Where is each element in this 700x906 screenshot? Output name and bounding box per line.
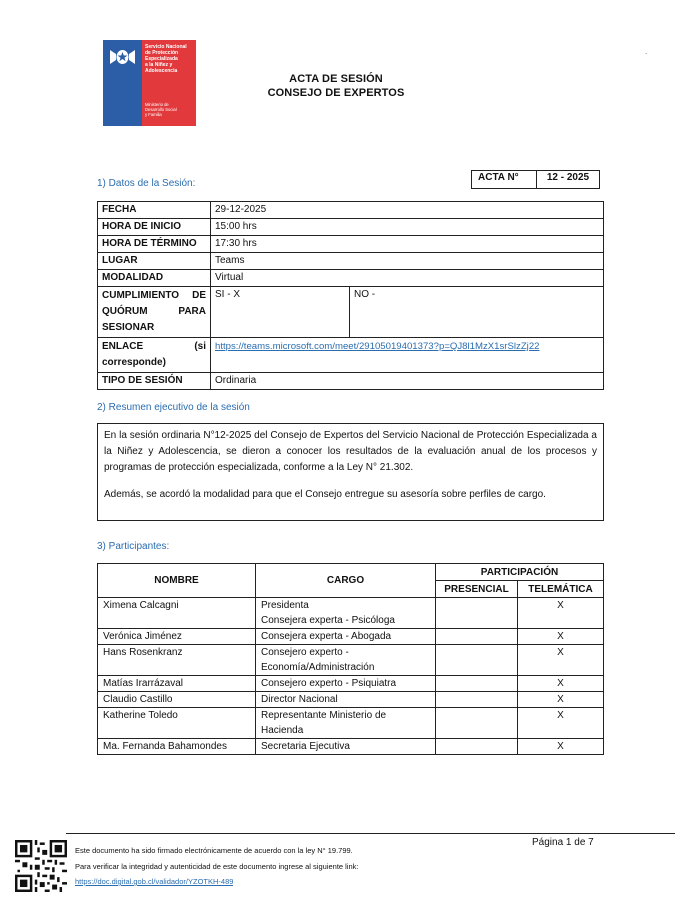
quorum-label-line: QUÓRUM PARA bbox=[102, 306, 206, 317]
inicio-label: HORA DE INICIO bbox=[98, 219, 211, 236]
role-line: Consejero experto - bbox=[261, 647, 349, 658]
page-number: Página 1 de 7 bbox=[532, 837, 594, 848]
table-row bbox=[98, 236, 604, 253]
telematica-mark: X bbox=[518, 739, 604, 755]
logo-org-line: Adolescencia bbox=[145, 68, 178, 74]
fecha-value: 29-12-2025 bbox=[211, 202, 604, 219]
session-data-table bbox=[97, 201, 604, 390]
header-nombre: NOMBRE bbox=[98, 564, 256, 598]
presencial-mark bbox=[436, 629, 518, 645]
logo-org-line: a la Niñez y bbox=[145, 62, 173, 68]
acta-value: 12 - 2025 bbox=[537, 171, 600, 189]
termino-value: 17:30 hrs bbox=[211, 236, 604, 253]
presencial-mark bbox=[436, 739, 518, 755]
role-line: Secretaria Ejecutiva bbox=[261, 741, 350, 752]
inicio-value: 15:00 hrs bbox=[211, 219, 604, 236]
title-line-2: CONSEJO DE EXPERTOS bbox=[267, 87, 405, 99]
lugar-label: LUGAR bbox=[98, 253, 211, 270]
tipo-value: Ordinaria bbox=[211, 373, 604, 390]
footer-divider bbox=[66, 833, 675, 834]
table-row bbox=[98, 202, 604, 219]
acta-label: ACTA N° bbox=[472, 171, 537, 189]
corner-mark: . bbox=[645, 47, 648, 56]
telematica-mark: X bbox=[518, 692, 604, 708]
role-line: Director Nacional bbox=[261, 694, 338, 705]
verification-link[interactable]: https://doc.digital.gob.cl/validador/YZOTKH-489 bbox=[75, 877, 234, 886]
table-row bbox=[98, 645, 604, 676]
telematica-mark: X bbox=[518, 629, 604, 645]
header-telematica: TELEMÁTICA bbox=[518, 581, 604, 598]
lugar-value: Teams bbox=[211, 253, 604, 270]
participants-table bbox=[97, 563, 604, 755]
participant-name: Ma. Fernanda Bahamondes bbox=[98, 739, 256, 755]
table-row bbox=[98, 629, 604, 645]
participant-role bbox=[256, 708, 436, 739]
modalidad-value: Virtual bbox=[211, 270, 604, 287]
logo-org-line: Servicio Nacional bbox=[145, 44, 187, 50]
participant-name: Katherine Toledo bbox=[98, 708, 256, 739]
quorum-no: NO - bbox=[350, 287, 604, 338]
modalidad-label: MODALIDAD bbox=[98, 270, 211, 287]
executive-summary-box bbox=[97, 423, 604, 521]
table-row bbox=[98, 708, 604, 739]
logo-org-line: de Protección bbox=[145, 50, 179, 56]
verification-notice: Para verificar la integridad y autenticidad de este documento ingrese al siguiente link: bbox=[75, 862, 359, 871]
role-line: Consejero experto - Psiquiatra bbox=[261, 678, 397, 689]
section-heading-participantes: 3) Participantes: bbox=[97, 541, 170, 552]
quorum-label-line: CUMPLIMIENTO DE bbox=[102, 290, 206, 301]
participant-role bbox=[256, 629, 436, 645]
logo-text-area bbox=[142, 40, 196, 126]
enlace-label bbox=[98, 338, 211, 373]
summary-paragraph: En la sesión ordinaria N°12-2025 del Consejo de Expertos del Servicio Nacional de Protección Especializada a la Niñez y Adolescencia, se dieron a conocer los resultados de la evaluación anual de los procesos y programas de protección especializada, conforme a la Ley N° 21.302. bbox=[104, 430, 597, 473]
presencial-mark bbox=[436, 692, 518, 708]
table-row bbox=[98, 287, 604, 338]
table-row bbox=[98, 253, 604, 270]
table-header-row bbox=[98, 564, 604, 581]
tipo-label: TIPO DE SESIÓN bbox=[98, 373, 211, 390]
fecha-label: FECHA bbox=[98, 202, 211, 219]
quorum-si: SI - X bbox=[211, 287, 350, 338]
telematica-mark: X bbox=[518, 676, 604, 692]
table-row bbox=[98, 598, 604, 629]
presencial-mark bbox=[436, 598, 518, 629]
logo-org-name bbox=[145, 44, 195, 74]
role-line: Presidenta bbox=[261, 600, 309, 611]
presencial-mark bbox=[436, 708, 518, 739]
participant-name: Verónica Jiménez bbox=[98, 629, 256, 645]
section-heading-resumen: 2) Resumen ejecutivo de la sesión bbox=[97, 402, 250, 413]
quorum-label bbox=[98, 287, 211, 338]
section-heading-datos: 1) Datos de la Sesión: bbox=[97, 178, 196, 189]
termino-label: HORA DE TÉRMINO bbox=[98, 236, 211, 253]
qr-code-icon bbox=[15, 840, 67, 892]
document-title bbox=[236, 72, 436, 100]
header-participacion: PARTICIPACIÓN bbox=[436, 564, 604, 581]
participant-role bbox=[256, 676, 436, 692]
logo-shield-area bbox=[103, 40, 142, 126]
table-row bbox=[98, 739, 604, 755]
role-line: Representante Ministerio de bbox=[261, 710, 387, 721]
enlace-label-line: ENLACE (si bbox=[102, 341, 206, 352]
participant-name: Claudio Castillo bbox=[98, 692, 256, 708]
table-row bbox=[98, 270, 604, 287]
logo-ministry-line: y Familia bbox=[145, 112, 162, 117]
table-row bbox=[98, 338, 604, 373]
role-line: Consejera experta - Psicóloga bbox=[261, 615, 395, 626]
participant-name: Matías Irarrázaval bbox=[98, 676, 256, 692]
participant-role bbox=[256, 645, 436, 676]
title-line-1: ACTA DE SESIÓN bbox=[289, 73, 383, 85]
participant-role bbox=[256, 739, 436, 755]
participant-role bbox=[256, 692, 436, 708]
header-presencial: PRESENCIAL bbox=[436, 581, 518, 598]
telematica-mark: X bbox=[518, 708, 604, 739]
logo-ministry-line: Desarrollo Social bbox=[145, 107, 177, 112]
presencial-mark bbox=[436, 676, 518, 692]
teams-meeting-link[interactable]: https://teams.microsoft.com/meet/29105019401373?p=QJ8l1MzX1srSlzZj22 bbox=[215, 341, 540, 352]
quorum-label-line: SESIONAR bbox=[102, 322, 155, 333]
header-cargo: CARGO bbox=[256, 564, 436, 598]
participant-name: Hans Rosenkranz bbox=[98, 645, 256, 676]
participant-role bbox=[256, 598, 436, 629]
logo-org-line: Especializada bbox=[145, 56, 178, 62]
logo-ministry-name bbox=[145, 102, 195, 117]
summary-paragraph: Además, se acordó la modalidad para que el Consejo entregue su asesoría sobre perfiles de cargo. bbox=[104, 489, 546, 500]
logo-ministry-line: Ministerio de bbox=[145, 102, 169, 107]
role-line: Economía/Administración bbox=[261, 662, 375, 673]
telematica-mark: X bbox=[518, 645, 604, 676]
telematica-mark: X bbox=[518, 598, 604, 629]
enlace-label-line: corresponde) bbox=[102, 357, 166, 368]
role-line: Consejera experta - Abogada bbox=[261, 631, 392, 642]
acta-number-box bbox=[471, 170, 600, 189]
table-row bbox=[98, 219, 604, 236]
participant-name: Ximena Calcagni bbox=[98, 598, 256, 629]
presencial-mark bbox=[436, 645, 518, 676]
table-row bbox=[98, 373, 604, 390]
signature-notice: Este documento ha sido firmado electrónicamente de acuerdo con la ley N° 19.799. bbox=[75, 846, 353, 855]
role-line: Hacienda bbox=[261, 725, 304, 736]
table-row bbox=[98, 692, 604, 708]
institution-logo bbox=[103, 40, 196, 126]
table-row bbox=[98, 676, 604, 692]
coat-of-arms-icon bbox=[107, 44, 138, 70]
enlace-cell bbox=[211, 338, 604, 373]
